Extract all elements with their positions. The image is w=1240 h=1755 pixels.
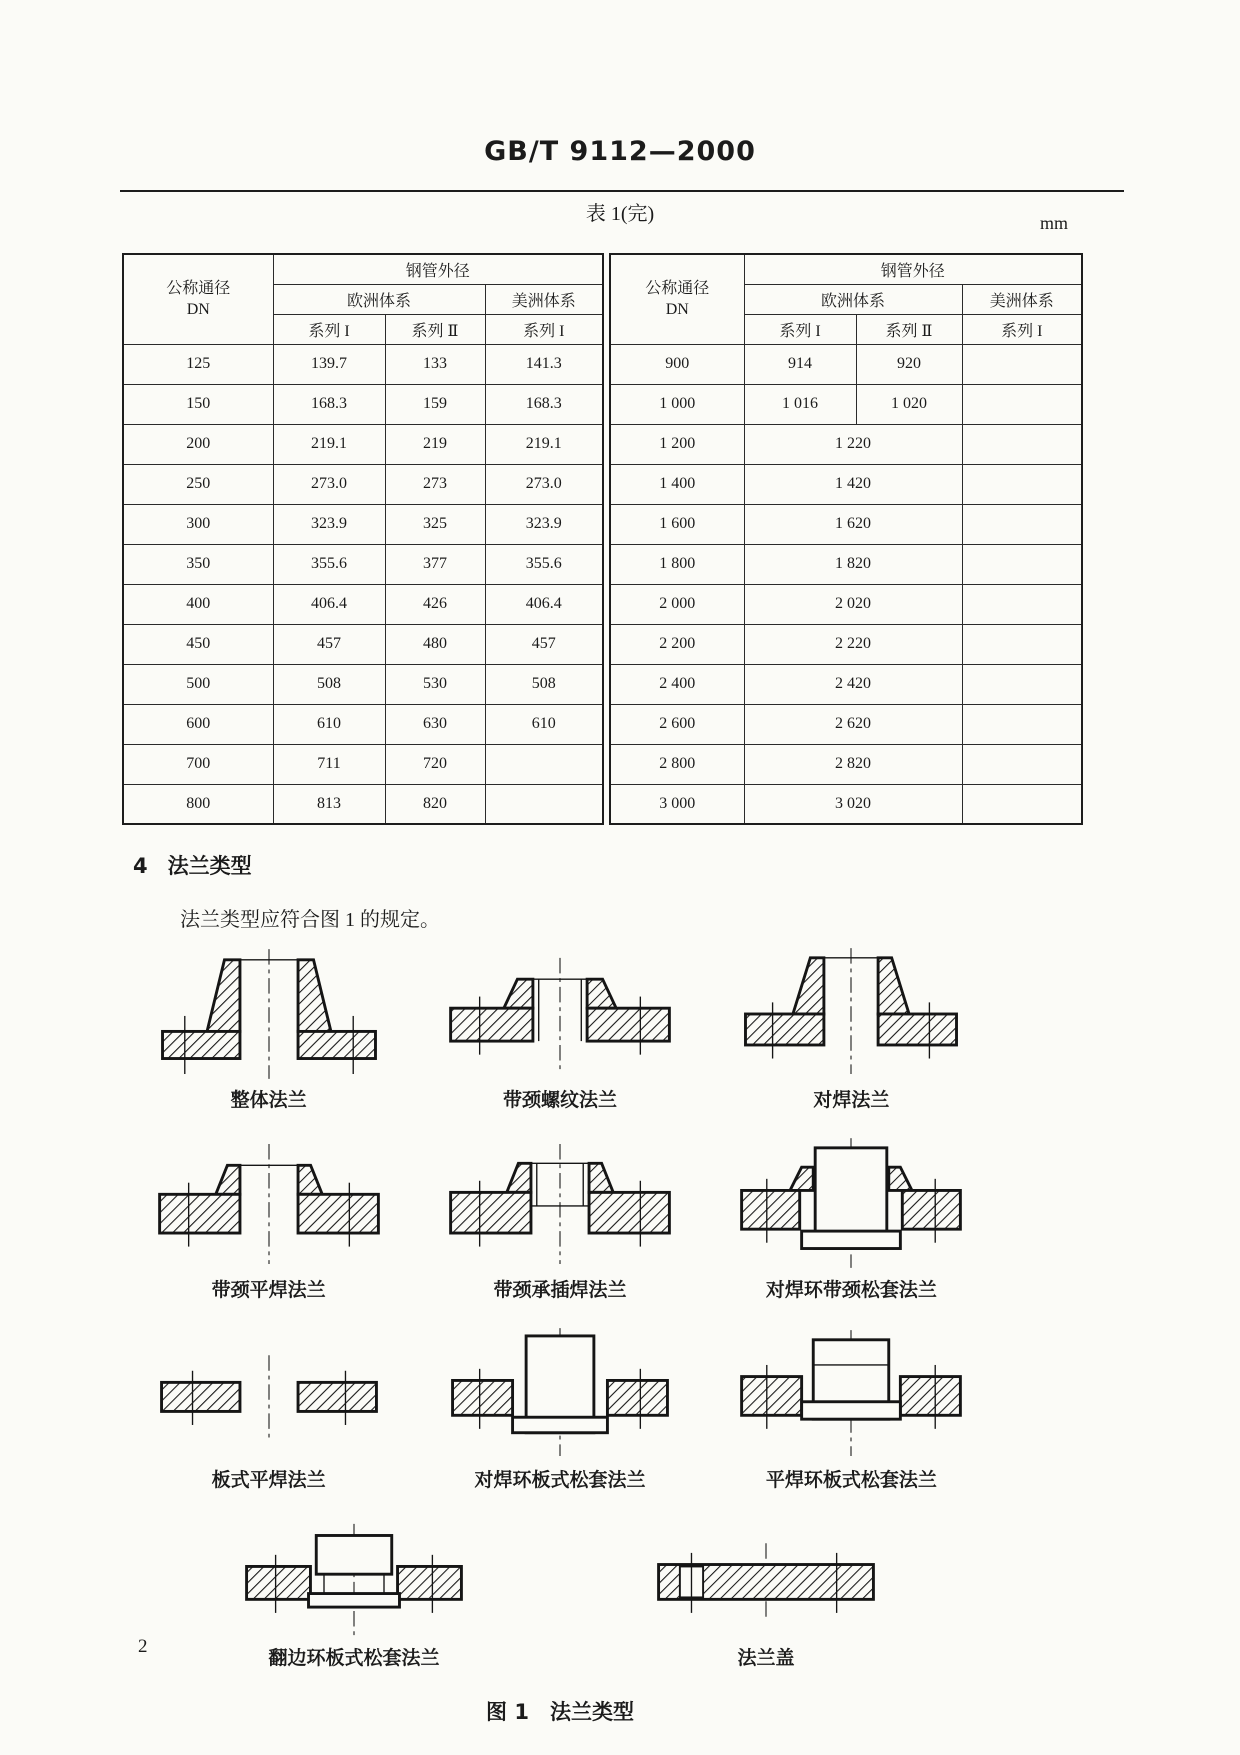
table-cell <box>962 544 1082 584</box>
table-cell: 508 <box>485 664 603 704</box>
dn-label: 公称通径 <box>645 279 710 297</box>
table-cell: 350 <box>123 544 273 584</box>
table-cell: 1 016 <box>744 384 856 424</box>
table-cell: 355.6 <box>273 544 385 584</box>
table-row <box>123 744 603 784</box>
table-cell: 2 000 <box>610 584 744 624</box>
flange-label: 法兰盖 <box>737 1647 795 1669</box>
table-cell: 400 <box>123 584 273 624</box>
flange-label: 带颈承插焊法兰 <box>493 1279 627 1301</box>
table-row <box>123 584 603 624</box>
dn-sub-label: DN <box>186 301 210 319</box>
table-cell <box>962 784 1082 824</box>
table-cell: 300 <box>123 504 273 544</box>
figure-item-plate-slip-on-flange <box>128 1326 409 1492</box>
flange-drawing-socket-weld-neck <box>439 1136 681 1272</box>
figure-caption: 图 1 法兰类型 <box>486 1700 634 1724</box>
table-cell <box>962 584 1082 624</box>
table-row <box>610 704 1082 744</box>
table-cell: 406.4 <box>273 584 385 624</box>
header-row <box>123 254 603 284</box>
section-number: 4 <box>133 854 148 878</box>
table-cell: 1 400 <box>610 464 744 504</box>
table-row <box>610 624 1082 664</box>
flange-label: 对焊环带颈松套法兰 <box>765 1279 937 1301</box>
table-row <box>610 544 1082 584</box>
table-cell: 141.3 <box>485 344 603 384</box>
table-row <box>610 784 1082 824</box>
table1-right-half <box>609 253 1083 825</box>
table-cell: 2 620 <box>744 704 962 744</box>
table-cell <box>962 464 1082 504</box>
table-cell: 159 <box>385 384 485 424</box>
flange-label: 带颈平焊法兰 <box>211 1279 326 1301</box>
table1 <box>122 253 1083 825</box>
table-cell: 1 620 <box>744 504 962 544</box>
table-cell: 2 220 <box>744 624 962 664</box>
table-cell: 480 <box>385 624 485 664</box>
table-cell: 1 220 <box>744 424 962 464</box>
col-header-dn <box>123 254 273 344</box>
table-cell <box>962 704 1082 744</box>
table-cell: 426 <box>385 584 485 624</box>
table-row <box>610 464 1082 504</box>
table-unit-label: mm <box>1039 213 1068 233</box>
flange-label: 对焊环板式松套法兰 <box>474 1469 646 1491</box>
table-cell: 813 <box>273 784 385 824</box>
table-cell: 711 <box>273 744 385 784</box>
col-header-european: 欧洲体系 <box>273 284 485 314</box>
col-header-dn <box>610 254 744 344</box>
table-row <box>123 784 603 824</box>
table-cell: 323.9 <box>485 504 603 544</box>
table-row <box>610 504 1082 544</box>
table-cell: 1 820 <box>744 544 962 584</box>
table-cell: 377 <box>385 544 485 584</box>
table-cell: 2 420 <box>744 664 962 704</box>
col-header-series1: 系列 I <box>273 314 385 344</box>
table-row <box>123 424 603 464</box>
col-header-outer-diameter: 钢管外径 <box>273 254 603 284</box>
table-cell <box>485 784 603 824</box>
table-cell: 1 420 <box>744 464 962 504</box>
figure-item-slip-on-neck-flange <box>128 1136 409 1302</box>
table-cell: 500 <box>123 664 273 704</box>
table-cell: 820 <box>385 784 485 824</box>
table-cell: 273.0 <box>485 464 603 504</box>
table-cell: 273 <box>385 464 485 504</box>
flange-drawing-plate-slip-on <box>148 1326 390 1462</box>
table-cell: 1 000 <box>610 384 744 424</box>
table-cell: 800 <box>123 784 273 824</box>
table-cell: 323.9 <box>273 504 385 544</box>
col-header-outer-diameter: 钢管外径 <box>744 254 1082 284</box>
table-row <box>123 664 603 704</box>
figure-grid <box>128 946 992 1492</box>
table-cell <box>962 344 1082 384</box>
table-cell: 700 <box>123 744 273 784</box>
table-row <box>123 384 603 424</box>
section-body-text: 法兰类型应符合图 1 的规定。 <box>180 909 440 931</box>
figure-item-socket-weld-neck-flange <box>419 1136 700 1302</box>
table-cell <box>962 384 1082 424</box>
table-cell: 273.0 <box>273 464 385 504</box>
figure-item-loose-weld-neck-collar-flange <box>711 1136 992 1302</box>
table-cell <box>485 744 603 784</box>
table-row <box>123 624 603 664</box>
table-cell: 610 <box>485 704 603 744</box>
standard-code: GB/T 9112—2000 <box>484 136 756 167</box>
figure-item-blind-flange <box>645 1520 887 1670</box>
header-row <box>610 254 1082 284</box>
page-number: 2 <box>138 1636 148 1657</box>
table-cell: 630 <box>385 704 485 744</box>
table-cell: 2 200 <box>610 624 744 664</box>
table-row <box>123 544 603 584</box>
table-cell: 2 820 <box>744 744 962 784</box>
table-cell: 600 <box>123 704 273 744</box>
table-cell: 508 <box>273 664 385 704</box>
col-header-series2: 系列 Ⅱ <box>856 314 962 344</box>
table-cell <box>962 504 1082 544</box>
header-rule <box>120 190 1124 192</box>
flange-drawing-threaded-neck <box>439 946 681 1082</box>
table-cell: 139.7 <box>273 344 385 384</box>
table-cell: 168.3 <box>273 384 385 424</box>
table-cell: 325 <box>385 504 485 544</box>
flange-drawing-slip-on-neck <box>148 1136 390 1272</box>
right-table-body <box>610 344 1082 824</box>
table-title: 表 1(完) <box>585 203 655 225</box>
figure-item-loose-plate-lapped-flange <box>233 1520 475 1670</box>
table-cell: 133 <box>385 344 485 384</box>
table-cell <box>962 744 1082 784</box>
table1-left-half <box>122 253 604 825</box>
table-cell: 450 <box>123 624 273 664</box>
table-cell: 1 800 <box>610 544 744 584</box>
figure-item-integral-flange <box>128 946 409 1112</box>
flange-drawing-loose-plate-weld-ring <box>439 1326 681 1462</box>
col-header-series1-american: 系列 I <box>485 314 603 344</box>
flange-label: 带颈螺纹法兰 <box>502 1089 617 1111</box>
col-header-american: 美洲体系 <box>485 284 603 314</box>
table-cell: 219.1 <box>273 424 385 464</box>
table-row <box>610 384 1082 424</box>
section-heading <box>133 850 252 880</box>
table-row <box>610 744 1082 784</box>
figure-1 <box>128 946 992 1726</box>
table-cell: 1 600 <box>610 504 744 544</box>
table-cell <box>962 664 1082 704</box>
table-cell: 2 600 <box>610 704 744 744</box>
figure-item-loose-plate-weld-ring-flange <box>419 1326 700 1492</box>
table-cell: 200 <box>123 424 273 464</box>
table-cell: 720 <box>385 744 485 784</box>
table-cell: 406.4 <box>485 584 603 624</box>
table-cell: 355.6 <box>485 544 603 584</box>
table-cell <box>962 424 1082 464</box>
flange-label: 整体法兰 <box>230 1089 307 1111</box>
flange-label: 板式平焊法兰 <box>211 1469 326 1491</box>
col-header-american: 美洲体系 <box>962 284 1082 314</box>
table-cell: 1 200 <box>610 424 744 464</box>
col-header-series1-american: 系列 I <box>962 314 1082 344</box>
col-header-european: 欧洲体系 <box>744 284 962 314</box>
left-table-body <box>123 344 603 824</box>
section-title: 法兰类型 <box>167 854 252 878</box>
table-cell: 457 <box>273 624 385 664</box>
table-cell: 1 020 <box>856 384 962 424</box>
figure-item-loose-plate-flat-ring-flange <box>711 1326 992 1492</box>
table-cell: 457 <box>485 624 603 664</box>
dn-sub-label: DN <box>665 301 689 319</box>
table-cell: 2 800 <box>610 744 744 784</box>
table-cell: 2 020 <box>744 584 962 624</box>
col-header-series2: 系列 Ⅱ <box>385 314 485 344</box>
table-cell <box>962 624 1082 664</box>
table-cell: 2 400 <box>610 664 744 704</box>
figure-item-weld-neck-flange <box>711 946 992 1112</box>
table-row <box>610 424 1082 464</box>
table-row <box>123 464 603 504</box>
table-cell: 914 <box>744 344 856 384</box>
table-row <box>610 584 1082 624</box>
flange-label: 翻边环板式松套法兰 <box>268 1647 440 1669</box>
table-cell: 920 <box>856 344 962 384</box>
table-cell: 125 <box>123 344 273 384</box>
table-cell: 250 <box>123 464 273 504</box>
figure-item-threaded-neck-flange <box>419 946 700 1112</box>
dn-label: 公称通径 <box>166 279 231 297</box>
table-row <box>123 704 603 744</box>
table-row <box>123 344 603 384</box>
table-row <box>610 344 1082 384</box>
flange-drawing-weld-neck <box>730 946 972 1082</box>
table-cell: 900 <box>610 344 744 384</box>
flange-drawing-loose-plate-flat-ring <box>730 1326 972 1462</box>
col-header-series1: 系列 I <box>744 314 856 344</box>
flange-drawing-loose-weld-neck-collar <box>730 1136 972 1272</box>
flange-label: 平焊环板式松套法兰 <box>765 1469 937 1491</box>
table-cell: 610 <box>273 704 385 744</box>
figure-row-4 <box>128 1520 992 1670</box>
table-cell: 219.1 <box>485 424 603 464</box>
table-row <box>123 504 603 544</box>
table-cell: 168.3 <box>485 384 603 424</box>
table-row <box>610 664 1082 704</box>
table-cell: 530 <box>385 664 485 704</box>
flange-drawing-loose-plate-lapped <box>233 1520 475 1640</box>
flange-drawing-blind <box>645 1520 887 1640</box>
flange-drawing-integral <box>148 946 390 1082</box>
table-cell: 150 <box>123 384 273 424</box>
table-cell: 3 020 <box>744 784 962 824</box>
table-cell: 219 <box>385 424 485 464</box>
table-cell: 3 000 <box>610 784 744 824</box>
flange-label: 对焊法兰 <box>813 1089 890 1111</box>
